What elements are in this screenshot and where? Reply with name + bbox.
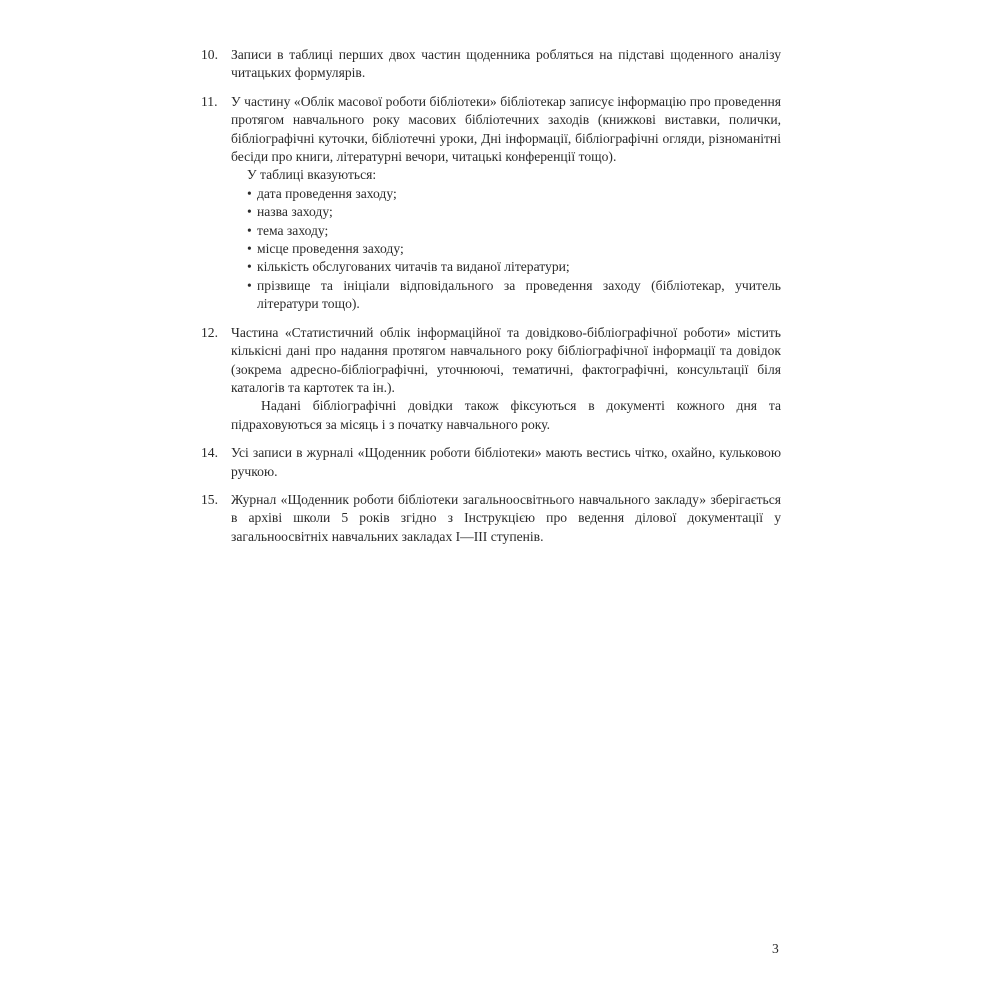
bullet-icon: • <box>247 241 252 257</box>
item-text: Частина «Статистичний облік інформаційної та довідково-бібліографічної роботи» містить кількісні дані про надання протягом навчального року бібліографічної інформації та довідок (зокрема адресно-бібліографічні, уточнюючі, тематичні, фактографічні, консультації біля каталогів та картотек та ін.). <box>231 324 781 395</box>
item-text: Записи в таблиці перших двох частин щоденника робляться на підставі щоденного аналізу читацьких формулярів. <box>231 47 781 81</box>
page-number: 3 <box>772 941 779 956</box>
list-item-11 <box>201 93 781 314</box>
item-text: У частину «Облік масової роботи бібліотеки» бібліотекар записує інформацію про проведення протягом навчального року масових бібліотечних заходів (книжкові виставки, полички, бібліографічні куточки, бібліотечні уроки, Дні інформації, бібліографічні огляди, різноманітні бесіди про книги, літературні вечори, читацькі конференції тощо). <box>231 93 781 165</box>
bullet-icon: • <box>247 185 252 201</box>
item-number: 11. <box>201 93 218 109</box>
bullet-item: • прізвище та ініціали відповідального за проведення заходу (бібліотекар, учитель літератури тощо). <box>247 277 781 312</box>
list-item-15 <box>201 491 781 546</box>
bullet-icon: • <box>247 277 252 293</box>
bullet-item: • кількість обслугованих читачів та виданої літератури; <box>247 258 781 276</box>
bullet-icon: • <box>247 222 252 238</box>
bullet-item: • дата проведення заходу; <box>247 185 781 203</box>
bullet-item: • місце проведення заходу; <box>247 240 781 258</box>
item-text: Усі записи в журналі «Щоденник роботи бібліотеки» мають вестись чітко, охайно, кульковою ручкою. <box>231 445 781 479</box>
list-item-14 <box>201 444 781 481</box>
item-number: 14. <box>201 445 218 461</box>
document-body <box>201 46 781 556</box>
list-item-10 <box>201 46 781 83</box>
list-item-12 <box>201 324 781 434</box>
bullet-item: • тема заходу; <box>247 222 781 240</box>
bullet-icon: • <box>247 204 252 220</box>
table-fields-list <box>231 185 781 314</box>
table-fields-intro: У таблиці вказуються: <box>247 167 377 183</box>
bullet-icon: • <box>247 259 252 275</box>
bullet-item: • назва заходу; <box>247 203 781 221</box>
item-text: Журнал «Щоденник роботи бібліотеки загальноосвітнього навчального закладу» зберігається в архіві школи 5 років згідно з Інструкцією про ведення ділової документації у загальноосвітніх навчальних закладах I—III ступенів. <box>231 491 781 544</box>
item-number: 12. <box>201 324 218 340</box>
item-number: 15. <box>201 491 218 507</box>
item-number: 10. <box>201 47 218 62</box>
item-extra-paragraph: Надані бібліографічні довідки також фіксуються в документі кожного дня та підраховуються за місяць і з початку навчального року. <box>231 398 781 432</box>
